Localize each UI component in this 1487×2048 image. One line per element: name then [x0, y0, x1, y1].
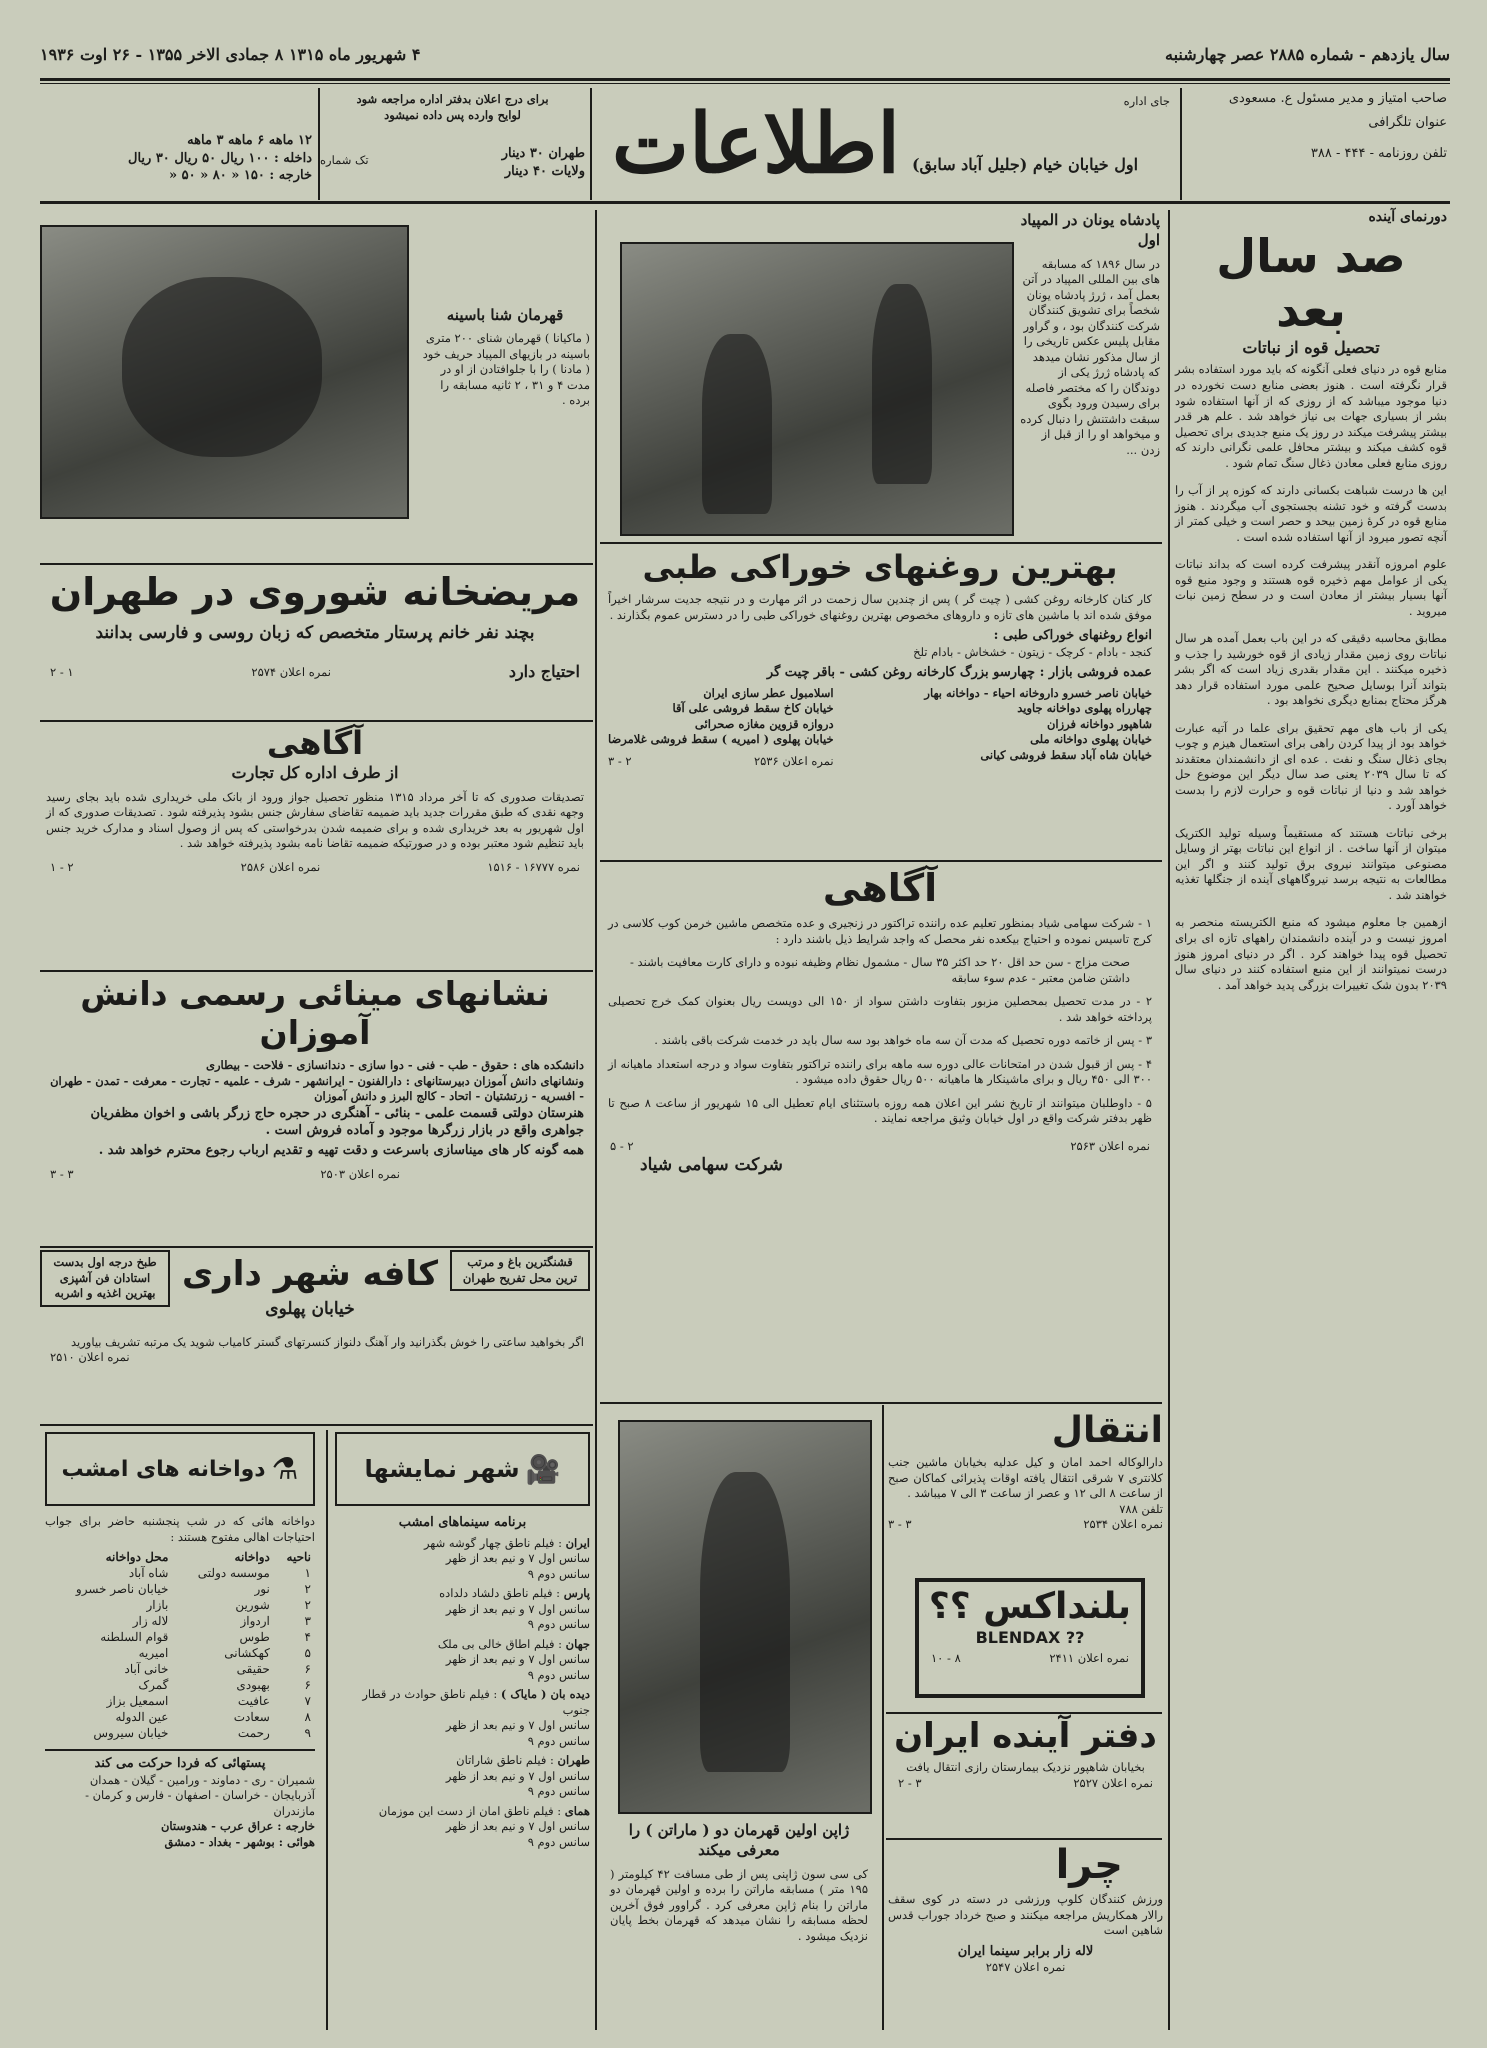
col-place: محل دواخانه	[105, 1550, 169, 1565]
swimmer-article	[40, 225, 590, 545]
cinema-s1: سانس اول ۷ و نیم بعد از ظهر	[445, 1768, 590, 1783]
cafe-left-note: طبخ درجه اول بدست استادان فن آشپزی بهترین اغذیه و اشربه	[53, 1255, 157, 1301]
cell: ۲	[304, 1582, 311, 1597]
cell: خیابان ناصر خسرو	[75, 1582, 169, 1597]
hospital-ad-no: نمره اعلان ۲۵۷۴	[251, 664, 332, 679]
masthead-divider-1	[1180, 88, 1182, 200]
future-article	[1175, 208, 1447, 2038]
table-row	[45, 1597, 315, 1613]
future-p1: منابع قوه در دنیای فعلی آنگونه که باید مورد استفاده بشر قرار نگرفته است . هنوز بعضی منابع دست نخورده در دنیا موجود میباشد که از روزی که از آنها استفاده شود بشر از بسیاری جهات بی نیاز خواهد شد . علم هر قدر بیشتر پیشرفت میکند در روز یک منبع جدیدی برای تحصیل قوه کشف میکند و بیشتر محافل علمی نگرانی دارند که روزی منابع فعلی معادن ذغال سنگ تمام شود .	[1175, 362, 1447, 470]
cinema-item: پارس : فیلم ناطق دلشاد دلداده سانس اول ۷ و نیم بعد از ظهر سانس دوم ۹	[335, 1586, 590, 1633]
table-row	[45, 1581, 315, 1597]
rule-medals-bottom	[40, 1246, 593, 1248]
notice-trade-ad-no: نمره اعلان ۲۵۸۶	[240, 859, 321, 874]
cinema-title: برنامه سینماهای امشب	[398, 1515, 527, 1530]
masthead-divider-2	[590, 88, 592, 200]
phone-line: تلفن روزنامه - ۴۴۴ - ۳۸۸	[1310, 146, 1447, 162]
rule-oils-bottom	[600, 860, 1162, 862]
notice-shiyad-item: ۳ - پس از خاتمه دوره تحصیل که مدت آن سه ماه خواهد بود سه سال باید در خدمت شرکت باقی باشند .	[654, 1033, 1152, 1048]
cell: کهکشانی	[224, 1646, 270, 1661]
logo-text: اطلاعات	[611, 96, 900, 192]
cell: عین الدوله	[115, 1710, 169, 1725]
ads-note-2: لوایح وارده پس داده نمیشود	[384, 107, 521, 122]
oils-branch2: خیابان کاخ سقط فروشی علی آقا	[672, 701, 834, 716]
cell: عافیت	[237, 1694, 270, 1709]
future-subtitle: تحصیل قوه از نباتات	[1242, 337, 1380, 357]
mail-line: خارجه : عراق عرب - هندوستان	[160, 1819, 315, 1834]
mail-line: شمیران - ری - دماوند - ورامین - گیلان - همدان	[89, 1772, 315, 1787]
future-p7: ازهمین جا معلوم میشود که منبع الکتریسته منحصر به امروز نیست و در آینده دانشمندان راههای تازه ای برای تحصیل قوه پیدا خواهند کرد . اگر در دنیای امروز هنوز درست نمیتوانند از این منبع استفاده کنند در دنیای سال ۲۰۳۹ بدون شک تغییرات بزرگی پدید خواهد آمد .	[1175, 915, 1447, 992]
price-tehran: طهران ۳۰ دینار	[501, 146, 585, 162]
table-row	[45, 1725, 315, 1741]
subs-foreign: خارجه : ۱۵۰ « ۸۰ « ۵۰ «	[168, 168, 312, 184]
col-divider-right	[1168, 210, 1170, 2030]
cell: ۶	[304, 1678, 311, 1693]
notice-shiyad-item: ۱ - شرکت سهامی شیاد بمنظور تعلیم عده راننده تراکتور در زنجیری و عده متخصص ماشین خرمن کوب کلاسی در کرج تاسیس نموده و احتیاج بیکعده نفر محصل که واجد شرایط ذیل باشند دارد :	[608, 916, 1152, 946]
cell: گمرک	[138, 1678, 169, 1693]
col-divider-small	[326, 1430, 328, 2030]
cinema-name: جهان	[565, 1636, 590, 1651]
mail-title: پستهائی که فردا حرکت می کند	[94, 1756, 266, 1772]
cell: بهبودی	[236, 1678, 270, 1693]
rule-cafe-bottom	[40, 1424, 593, 1426]
cell: اسمعیل بزاز	[106, 1694, 169, 1709]
notice-trade-text: تصدیقات صدوری که تا آخر مرداد ۱۳۱۵ منظور تحصیل جواز ورود از بانک ملی خریداری شده باید بجای رسید وجهه نقدی که طبق مقررات جدید باید ضمیمه تقاضای سفارش جنس بشود پذیرفته شود . تصدیقات صدوری که از اول شهریور به بعد خریداری شده و برای ضمیمه شدن بدرخواستی که پس از وصول اسناد و مدارک خرید جنس باید تنظیم شود معتبر بوده و در صورتیکه ضمیمه تقاضا نامه بشود پذیرفته خواهد شد .	[46, 789, 585, 851]
hospital-need: احتیاج دارد	[508, 661, 580, 681]
swimmer-text: ( ماکیانا ) قهرمان شنای ۲۰۰ متری باسینه در بازیهای المپیاد حریف خود ( مادنا ) را با جلوافتادن از او در مدت ۴ و ۳۱ ، ۲ ثانیه مسابقه را برده .	[422, 331, 590, 408]
greek-king-article	[600, 210, 1160, 540]
photo-figure	[122, 277, 322, 457]
notice-shiyad-title: آگاهی	[822, 866, 938, 910]
future-p3: علوم امروزه آنقدر پیشرفت کرده است که بداند نباتات یکی از عوامل مهم ذخیره قوه هستند و وجود منبع قوه آنها بسیار بیشتر از معادن است و در سطح زمین نبات میروید .	[1175, 557, 1447, 618]
cinema-s2: سانس دوم ۹	[527, 1834, 590, 1849]
cinema-header: شهر نمایشها	[364, 1455, 520, 1483]
cinema-name: همای	[564, 1803, 590, 1818]
blendax-fa: بلنداکس ؟؟	[928, 1586, 1132, 1627]
oils-ad	[600, 548, 1160, 858]
hospital-ad-seq: ۱ - ۲	[50, 664, 74, 679]
future-p4: مطابق محاسبه دقیقی که در این باب بعمل آمده هر سال نباتات روی زمین مقدار زیادی از قوه خورشید را جذب و ذخیره میکنند . این مقدار بقدری زیاد است که اگر بشر بتواند آنرا بوسایل صحیح علمی مورد استفاده قرار دهد هرگز محتاج بمنابع دیگری نخواهد بود .	[1175, 631, 1447, 708]
cinema-item: همای : فیلم ناطق امان از دست این موزمان سانس اول ۷ و نیم بعد از ظهر سانس دوم ۹	[335, 1804, 590, 1851]
cell: امیریه	[138, 1646, 169, 1661]
cell: بازار	[146, 1598, 169, 1613]
cafe-ad	[40, 1250, 590, 1420]
cinema-desc: فیلم اطاق خالی بی ملک	[437, 1636, 555, 1651]
table-row	[45, 1565, 315, 1581]
table-row	[45, 1613, 315, 1629]
cinema-s2: سانس دوم ۹	[527, 1617, 590, 1632]
medals-line1: دانشکده های : حقوق - طب - فنی - دوا سازی - دندانسازی - فلاحت - بیطاری	[205, 1058, 584, 1072]
cinema-desc: فیلم ناطق حوادث در قطار جنوب	[362, 1687, 590, 1717]
ads-note-1: برای درج اعلان بدفتر اداره مراجعه شود	[356, 92, 549, 106]
cafe-title: کافه شهر داری	[182, 1254, 438, 1294]
blendax-ad	[915, 1578, 1145, 1698]
col-divider-lower	[882, 1405, 884, 2030]
greek-king-title: پادشاه یونان در المپیاد اول	[1020, 211, 1160, 250]
cell: لاله زار	[132, 1614, 169, 1629]
oils-branch2: اسلامبول عطر سازی ایران	[703, 685, 834, 700]
price-provinces: ولایات ۴۰ دینار	[504, 163, 585, 179]
cinema-name: طهران	[557, 1753, 590, 1768]
cafe-ad-no: نمره اعلان ۲۵۱۰	[50, 1350, 130, 1365]
greek-king-text: در سال ۱۸۹۶ که مسابقه های بین المللی المپیاد در آتن بعمل آمد ، ژرژ پادشاه یونان شخصاً برای تشویق کنندگان شرکت کنندگان بود ، و گراور مقابل پلیس عکس تاریخی را از سال مذکور نشان میدهد که پادشاه ژرژ یکی از دوندگان را که مختصر فاصله برای رسیدن ورود بگوی سبقت داشتنش را دنبال کرده و میخواهد او را از قبل از زدن ...	[1020, 256, 1160, 457]
cell: خانی آباد	[124, 1662, 169, 1677]
notice-trade-title: آگاهی	[266, 724, 364, 762]
ayandeh-text: بخیابان شاهپور نزدیک بیمارستان رازی انتقال یافت	[906, 1760, 1145, 1774]
medals-line2: ونشانهای دانش آموزان دبیرستانهای : دارالفنون - ایرانشهر - شرف - علمیه - تجارت - معرفت - تمدن - طهران - افسریه - زرتشتیان - اتحاد - کالج البرز و دانش آموزان	[50, 1073, 584, 1104]
cinema-s2: سانس دوم ۹	[527, 1566, 590, 1581]
cinema-item: طهران : فیلم ناطق شاراتان سانس اول ۷ و نیم بعد از ظهر سانس دوم ۹	[335, 1753, 590, 1800]
notice-shiyad-ad-seq: ۲ - ۵	[610, 1138, 634, 1153]
photo-figure	[700, 1472, 790, 1772]
cinema-s2: سانس دوم ۹	[527, 1733, 590, 1748]
cinema-desc: فیلم ناطق چهار گوشه شهر	[423, 1535, 555, 1550]
oils-ad-seq: ۲ - ۳	[608, 753, 632, 768]
office-box	[880, 88, 1170, 198]
rule-trade-bottom	[40, 970, 593, 972]
cinema-s1: سانس اول ۷ و نیم بعد از ظهر	[445, 1718, 590, 1733]
medals-ad	[40, 974, 590, 1244]
cell: نور	[254, 1582, 270, 1597]
mail-line: آذربایجان - خراسان - اصفهان - فارس و کرمان - مازندران	[85, 1788, 315, 1818]
col-region: ناحیه	[286, 1550, 311, 1565]
transfer-title: انتقال	[1051, 1410, 1163, 1451]
cinema-desc: فیلم ناطق دلشاد دلداده	[439, 1586, 553, 1601]
cell: سعادت	[233, 1710, 270, 1725]
price-label: تک شماره	[320, 153, 369, 168]
chera-text: ورزش کنندگان کلوپ ورزشی در دسته در کوی سقف رالار همکاریش مراجعه میکنند و صبح خرداد جوراب قدس شاهین است	[888, 1892, 1163, 1938]
office-address: اول خیابان خیام (جلیل آباد سابق)	[911, 154, 1139, 174]
future-p6: برخی نباتات هستند که مستقیماً وسیله تولید الکتریک میتوان از آنها ساخت . از انواع این نباتات بهتر از وسایل مصنوعی میتوانند نیروی برق تولید کنند و اگر این مطالعات به نتیجه برسد نیروگاههای آینده از جنگلها تغذیه خواهند شد .	[1175, 825, 1447, 902]
oils-branch: خیابان شاه آباد سقط فروشی کیانی	[980, 747, 1152, 762]
oils-wholesale: عمده فروشی بازار : چهارسو بزرگ کارخانه روغن کشی - باقر چیت گر	[766, 665, 1152, 681]
notice-shiyad	[600, 866, 1160, 1386]
medals-title: نشانهای مینائی رسمی دانش آموزان	[80, 974, 550, 1052]
oils-types: کنجد - بادام - کرچک - زیتون - خشخاش - بادام تلخ	[913, 644, 1152, 659]
pharmacy-table	[45, 1549, 315, 1741]
cinema-name: دیده بان ( مایاک )	[500, 1687, 590, 1702]
oils-text: کار کنان کارخانه روغن کشی ( چیت گر ) پس از چندین سال زحمت در اثر مهارت و در نتیجه جدیت سرشار اخیراً موفق شده اند با ماشین های تازه و داروهای مخصوص بهترین روغنهای خوراکی طبی را در دسترس عموم بگذارند .	[608, 592, 1152, 622]
blendax-ad-no: نمره اعلان ۲۴۱۱	[1049, 1650, 1129, 1665]
chera-ad-no: نمره اعلان ۲۵۴۷	[985, 1960, 1066, 1975]
cinema-s1: سانس اول ۷ و نیم بعد از ظهر	[445, 1551, 590, 1566]
table-row	[45, 1645, 315, 1661]
notice-shiyad-item: صحت مزاج - سن حد اقل ۲۰ حد اکثر ۳۵ سال - مشمول نظام وظیفه نبوده و دارای کارت معافیت باشند - داشتن ضامن معتبر - عدم سوء سابقه	[630, 955, 1130, 985]
medals-ad-seq: ۳ - ۳	[50, 1167, 74, 1182]
cafe-text: اگر بخواهید ساعتی را خوش بگذرانید وار آهنگ دلنواز کنسرتهای گستر کامیاب شوید یک مرتبه تشریف بیاورید	[70, 1334, 584, 1349]
cell: ۶	[304, 1662, 311, 1677]
rule-hospital-bottom	[40, 720, 593, 722]
japanese-text: کی سی سون ژاپنی پس از طی مسافت ۴۲ کیلومتر ( ۱۹۵ متر ) مسابقه ماراتن را برده و اولین قهرمان دو ماراتن را بنام ژاپن معرفی کرد . گراوور فوق آخرین لحظه مسابقه را نشان میدهد که قهرمان بخط پایان نزدیک میشود .	[610, 1866, 869, 1943]
cell: طوس	[239, 1630, 270, 1645]
col-divider-mid	[595, 210, 597, 2030]
future-p5: یکی از باب های مهم تحقیق برای علما در آتیه عبارت خواهد بود از پیدا کردن راهی برای استعمال هیزم و چوب بجای ذغال سنگ و نفت . عده ای از دانشمندان معتقدند که تا سال ۲۰۳۹ یعنی صد سال دیگر این موضوع حل خواهد شد و دنیا از نباتات قوه و حرارت لازم را بدست خواهد آورد .	[1175, 720, 1448, 813]
table-row	[45, 1709, 315, 1725]
masthead-owner-box	[1187, 88, 1447, 198]
japanese-article	[600, 1410, 878, 2030]
cell: ۲	[304, 1598, 311, 1613]
cell: ۳	[304, 1614, 311, 1629]
camera-icon: 🎥	[525, 1452, 561, 1486]
hospital-title: مریضخانه شوروی در طهران	[49, 570, 581, 614]
oils-ad-no: نمره اعلان ۲۵۳۶	[753, 753, 834, 768]
owner-line: صاحب امتیاز و مدیر مسئول ع. مسعودی	[1228, 91, 1447, 106]
photo-figure	[702, 334, 772, 514]
blendax-ad-seq: ۸ - ۱۰	[931, 1650, 961, 1665]
cell: موسسه دولتی	[197, 1566, 270, 1581]
chera-line2: لاله زار برابر سینما ایران	[957, 1943, 1094, 1959]
pharmacy-box	[45, 1432, 315, 2032]
future-title: صد سال بعد	[1216, 228, 1406, 337]
notice-shiyad-item: ۲ - در مدت تحصیل بمحصلین مزبور بتفاوت داشتن سواد از ۱۵۰ الی دویست ریال بعنوان کمک خرج تحصیلی پرداخته خواهد شد .	[608, 994, 1152, 1024]
table-row	[45, 1677, 315, 1693]
masthead-divider-3	[318, 88, 320, 200]
table-row	[45, 1693, 315, 1709]
swimmer-photo	[40, 225, 409, 519]
top-rule-2	[40, 83, 1450, 84]
marathon-photo	[618, 1420, 872, 1814]
transfer-text: دارالوکاله احمد امان و کیل عدلیه بخیابان ماشین جنب کلانتری ۷ شرقی انتقال یافته اوقات پذیرائی کماکان صبح از ساعت ۸ الی ۱۲ و عصر از ساعت ۳ الی ۷ میباشد .	[888, 1455, 1163, 1501]
cell: ۹	[304, 1726, 311, 1741]
cinema-s2: سانس دوم ۹	[527, 1784, 590, 1799]
swimmer-title: قهرمان شنا باسینه	[446, 306, 564, 324]
cinema-name: پارس	[563, 1586, 590, 1601]
chera-ad	[888, 1842, 1163, 2032]
cell: رحمت	[237, 1726, 270, 1741]
cell: قوام السلطنه	[100, 1630, 169, 1645]
cinema-item: جهان : فیلم اطاق خالی بی ملک سانس اول ۷ و نیم بعد از ظهر سانس دوم ۹	[335, 1637, 590, 1684]
rule-shiyad-bottom	[600, 1402, 1162, 1404]
chera-title: چرا	[1055, 1842, 1123, 1888]
cinema-desc: فیلم ناطق امان از دست این موزمان	[378, 1803, 554, 1818]
top-rule	[40, 78, 1450, 81]
table-row	[45, 1661, 315, 1677]
oils-branch: خیابان ناصر خسرو داروخانه احیاء - دواخانه بهار	[924, 685, 1152, 700]
japanese-title: ژاپن اولین قهرمان دو ( ماراتن ) را معرفی میکند	[628, 1821, 850, 1860]
col-name: دواخانه	[234, 1550, 270, 1565]
future-p2: این ها درست شباهت بکسانی دارند که کوزه پر از آب را بدست گرفته و خود تشنه بجستجوی آب میگردند . هنوز منابع قوه در کرۀ زمین بیحد و حصر است و خیلی کمتر از آنچه تصور میرود از آنها استفاده شده است .	[1175, 483, 1447, 544]
notice-trade-ad-seq: ۲ - ۱	[50, 859, 74, 874]
table-header	[45, 1549, 315, 1565]
hospital-text: بچند نفر خانم پرستار متخصص که زبان روسی و فارسی بدانند	[95, 623, 535, 643]
ayandeh-ad-no: نمره اعلان ۲۵۲۷	[1073, 1775, 1153, 1790]
cell: حقیقی	[236, 1662, 270, 1677]
mail-line: هوائی : بوشهر - بغداد - دمشق	[164, 1834, 315, 1849]
cinema-box	[335, 1432, 590, 2032]
transfer-ref: تلفن ۷۸۸	[1119, 1501, 1163, 1516]
notice-trade	[40, 724, 590, 969]
rule-ayandeh-bottom	[886, 1838, 1162, 1840]
ayandeh-title: دفتر آینده ایران	[894, 1716, 1157, 1756]
cinema-desc: فیلم ناطق شاراتان	[456, 1753, 547, 1768]
transfer-ad	[888, 1410, 1163, 1570]
transfer-ad-no: نمره اعلان ۲۵۳۴	[1083, 1517, 1163, 1532]
medals-line3: هنرستان دولتی قسمت علمی - بنائی - آهنگری در حجره حاج زرگر باشی و اخوان مظفریان جواهری واقع در بازار زرگرها موجود و آماده فروش است .	[90, 1105, 584, 1139]
notice-shiyad-item: ۵ - داوطلبان میتوانند از تاریخ نشر این اعلان همه روزه باستثنای ایام تعطیل الی ۱۵ شهریور از ساعت ۸ صبح تا ظهر بدفتر شرکت واقع در اول خیابان وثیق مراجعه نمایند .	[608, 1095, 1152, 1126]
notice-shiyad-item: ۴ - پس از قبول شدن در امتحانات عالی دوره سه ماهه برای راننده تراکتور بتفاوت سواد و درجه استعداد ماهیانه از ۳۰۰ الی ۴۵۰ ریال و برای ماشینکار ها ماهیانه ۵۰۰ ریال حقوق داده میشود .	[608, 1056, 1152, 1087]
subs-domestic: داخله : ۱۰۰ ریال ۵۰ ریال ۳۰ ریال	[128, 150, 312, 166]
logo	[611, 90, 900, 198]
rule-blendax-bottom	[886, 1712, 1162, 1714]
future-kicker: دورنمای آینده	[1368, 209, 1447, 225]
pharmacy-header: دواخانه های امشب	[61, 1456, 266, 1482]
cinema-item: دیده بان ( مایاک ) : فیلم ناطق حوادث در قطار جنوب سانس اول ۷ و نیم بعد از ظهر سانس دوم ۹	[335, 1687, 590, 1749]
masthead-bottom-rule	[40, 201, 1450, 204]
rule-greek-bottom	[600, 542, 1162, 544]
cell: شورین	[235, 1598, 270, 1613]
date-line: ۴ شهریور ماه ۱۳۱۵ ۸ جمادی الاخر ۱۳۵۵ - ۲۶ اوت ۱۹۳۶	[40, 45, 421, 64]
office-label: جای اداره	[1123, 94, 1170, 108]
notice-trade-subtitle: از طرف اداره کل تجارت	[231, 763, 399, 782]
blendax-en: BLENDAX ??	[975, 1628, 1085, 1647]
notice-shiyad-ad-no: نمره اعلان ۲۵۶۳	[1070, 1138, 1150, 1153]
notice-trade-ref: نمره ۱۶۷۷۷ - ۱۵۱۶	[487, 859, 580, 874]
cell: ۱	[304, 1566, 311, 1581]
cafe-right-note: قشنگترین باغ و مرتب ترین محل تفریح طهران	[462, 1255, 578, 1285]
table-row	[45, 1629, 315, 1645]
cell: شاه آباد	[128, 1566, 169, 1581]
cell: ۸	[304, 1710, 311, 1725]
subs-header: ۱۲ ماهه ۶ ماهه ۳ ماهه	[187, 133, 312, 148]
cell: اردواز	[240, 1614, 270, 1629]
medals-line4: همه گونه کار های میناسازی باسرعت و دقت تهیه و تقدیم ارباب رجوع محترم خواهد شد .	[98, 1142, 584, 1158]
medals-ad-no: نمره اعلان ۲۵۰۳	[320, 1167, 400, 1182]
oils-branch2: خیابان پهلوی ( امیریه ) سقط فروشی غلامرضا	[608, 732, 834, 747]
issue-line: سال یازدهم - شماره ۲۸۸۵ عصر چهارشنبه	[1164, 45, 1450, 64]
cinema-s1: سانس اول ۷ و نیم بعد از ظهر	[445, 1601, 590, 1616]
cinema-name: ایران	[565, 1535, 590, 1550]
oils-title: بهترین روغنهای خوراکی طبی	[642, 548, 1118, 586]
pharmacy-intro: دواخانه هائی که در شب پنجشنبه حاضر برای جواب احتیاجات اهالی مفتوح هستند :	[45, 1514, 315, 1544]
cell: ۴	[304, 1630, 311, 1645]
oils-branch2: دروازه قزوین مغازه صحرائی	[694, 716, 834, 731]
notice-shiyad-signature: شرکت سهامی شیاد	[640, 1155, 783, 1176]
pharmacy-icon: ⚗	[271, 1451, 299, 1487]
cinema-item: ایران : فیلم ناطق چهار گوشه شهر سانس اول ۷ و نیم بعد از ظهر سانس دوم ۹	[335, 1536, 590, 1583]
cinema-s1: سانس اول ۷ و نیم بعد از ظهر	[445, 1652, 590, 1667]
cinema-s1: سانس اول ۷ و نیم بعد از ظهر	[445, 1819, 590, 1834]
oils-branch: شاهپور دواخانه فرزان	[1046, 716, 1152, 731]
oils-branch: خیابان پهلوی دواخانه ملی	[1030, 732, 1152, 747]
photo-figure	[872, 284, 932, 484]
hospital-ad	[40, 568, 590, 718]
cell: ۷	[304, 1694, 311, 1709]
ayandeh-ad-seq: ۳ - ۲	[898, 1775, 922, 1790]
transfer-ad-seq: ۳ - ۳	[888, 1517, 912, 1532]
cinema-s2: سانس دوم ۹	[527, 1667, 590, 1682]
ayandeh-ad	[888, 1716, 1163, 1836]
subscription-box	[50, 88, 312, 198]
rule-swimmer-bottom	[40, 563, 593, 565]
ads-box	[320, 88, 585, 198]
greek-king-photo	[620, 242, 1014, 536]
cell: خیابان سیروس	[93, 1726, 169, 1741]
telegraph-line: عنوان تلگرافی	[1368, 114, 1447, 130]
oils-types-title: انواع روغنهای خوراکی طبی :	[993, 628, 1152, 644]
cafe-street: خیابان پهلوی	[265, 1299, 355, 1319]
cell: ۵	[304, 1646, 311, 1661]
oils-branch: چهارراه پهلوی دواخانه جاوید	[1017, 701, 1152, 716]
